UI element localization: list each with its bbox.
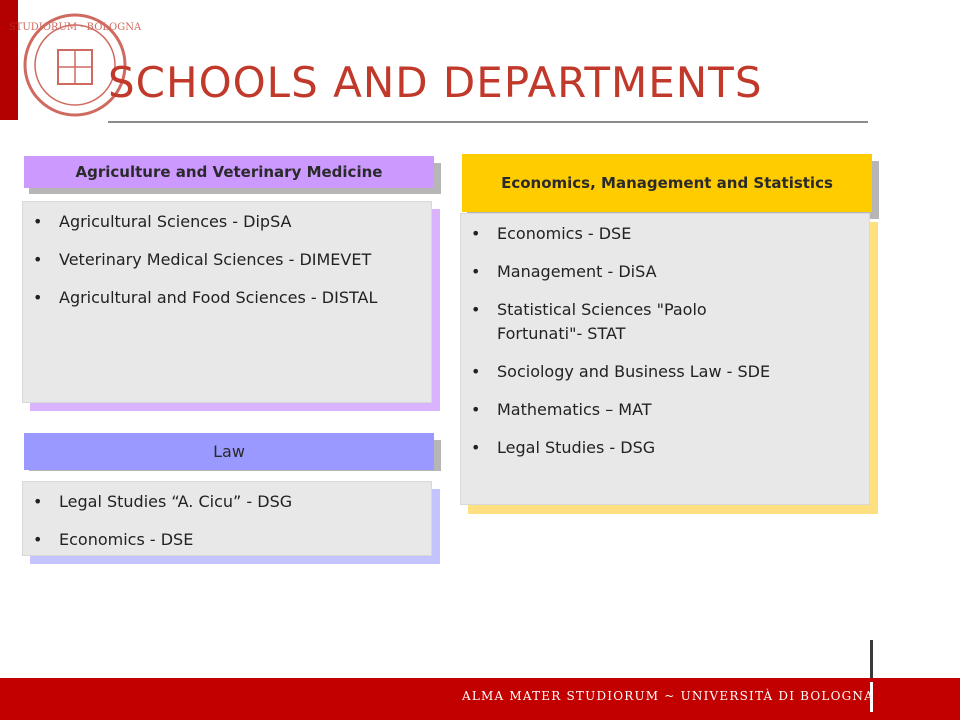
list-item: • Sociology and Business Law - SDE — [461, 360, 869, 384]
seal-text: STUDIORUM · BOLOGNA — [8, 22, 142, 33]
list-item: • Statistical Sciences "Paolo Fortunati"- STAT — [461, 298, 869, 346]
left-accent-bar — [0, 0, 18, 120]
title-divider — [108, 121, 868, 123]
law-departments-box — [22, 481, 432, 556]
agri-departments-box — [22, 201, 432, 403]
footer-divider-dark — [870, 640, 873, 678]
list-item: • Management - DiSA — [461, 260, 869, 284]
slide-title: SCHOOLS AND DEPARTMENTS — [108, 58, 763, 107]
list-item: • Legal Studies “A. Cicu” - DSG — [23, 490, 431, 514]
agri-header: Agriculture and Veterinary Medicine — [24, 156, 434, 188]
list-item: • Economics - DSE — [461, 222, 869, 246]
list-item: • Veterinary Medical Sciences - DIMEVET — [23, 248, 431, 272]
list-item: • Mathematics – MAT — [461, 398, 869, 422]
footer-university-name: ALMA MATER STUDIORUM ~ UNIVERSITÀ DI BOLOGNA — [462, 689, 874, 703]
law-header: Law — [24, 433, 434, 470]
list-item: • Agricultural and Food Sciences - DISTAL — [23, 286, 431, 310]
list-item: • Agricultural Sciences - DipSA — [23, 210, 431, 234]
list-item: • Economics - DSE — [23, 528, 431, 552]
list-item: • Legal Studies - DSG — [461, 436, 869, 460]
econ-header: Economics, Management and Statistics — [462, 154, 872, 212]
econ-departments-box — [460, 213, 870, 505]
